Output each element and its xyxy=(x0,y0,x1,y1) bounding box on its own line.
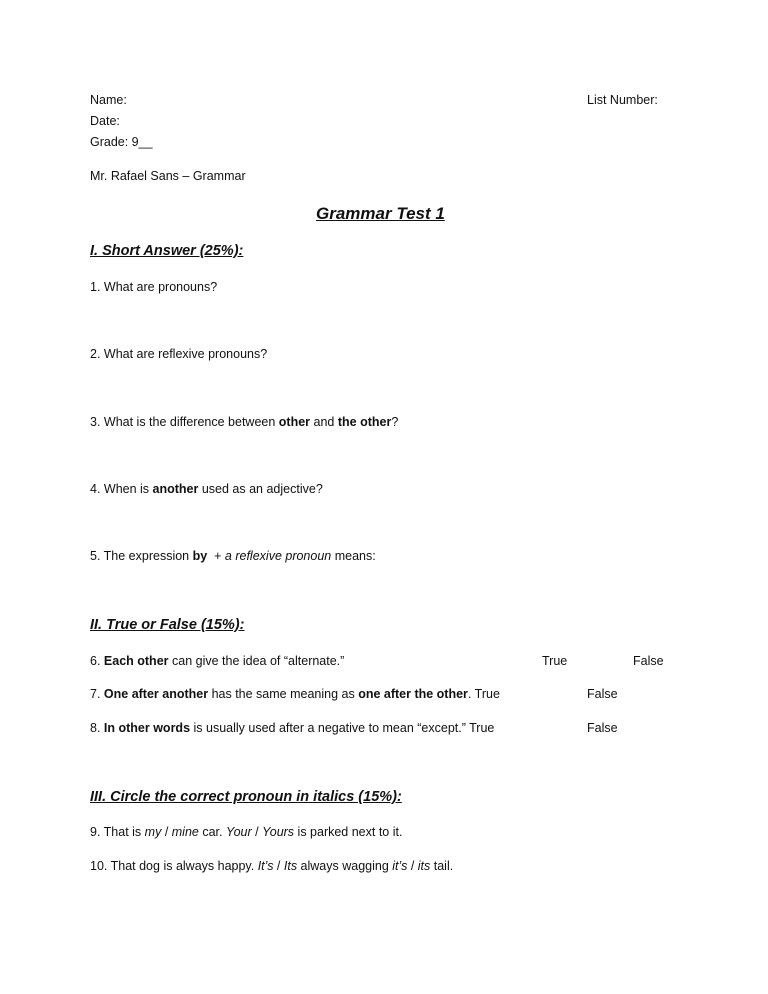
page-title: Grammar Test 1 xyxy=(316,204,445,223)
section-3-heading: III. Circle the correct pronoun in italics (15%): xyxy=(90,789,402,805)
question-3: 3. What is the difference between other and the other? xyxy=(90,415,399,429)
grade-label: Grade: 9__ xyxy=(90,135,153,149)
name-label: Name: xyxy=(90,93,127,107)
question-7: 7. One after another has the same meaning as one after the other. True xyxy=(90,687,500,701)
question-5: 5. The expression by + a reflexive pronoun means: xyxy=(90,549,376,563)
question-8-false: False xyxy=(587,721,618,735)
question-6-false: False xyxy=(633,654,664,668)
question-8: 8. In other words is usually used after a negative to mean “except.” True xyxy=(90,721,495,735)
question-4: 4. When is another used as an adjective? xyxy=(90,482,323,496)
date-label: Date: xyxy=(90,114,120,128)
section-1-heading: I. Short Answer (25%): xyxy=(90,243,244,259)
question-6-true: True xyxy=(542,654,568,668)
question-2: 2. What are reflexive pronouns? xyxy=(90,347,268,361)
question-6: 6. Each other can give the idea of “alternate.” xyxy=(90,654,345,668)
list-number-label: List Number: xyxy=(587,93,658,107)
section-2-heading: II. True or False (15%): xyxy=(90,617,245,633)
question-9: 9. That is my / mine car. Your / Yours is parked next to it. xyxy=(90,825,403,839)
teacher-line: Mr. Rafael Sans – Grammar xyxy=(90,169,246,183)
question-10: 10. That dog is always happy. It’s / Its always wagging it’s / its tail. xyxy=(90,859,454,873)
question-1: 1. What are pronouns? xyxy=(90,280,218,294)
question-7-false: False xyxy=(587,687,618,701)
